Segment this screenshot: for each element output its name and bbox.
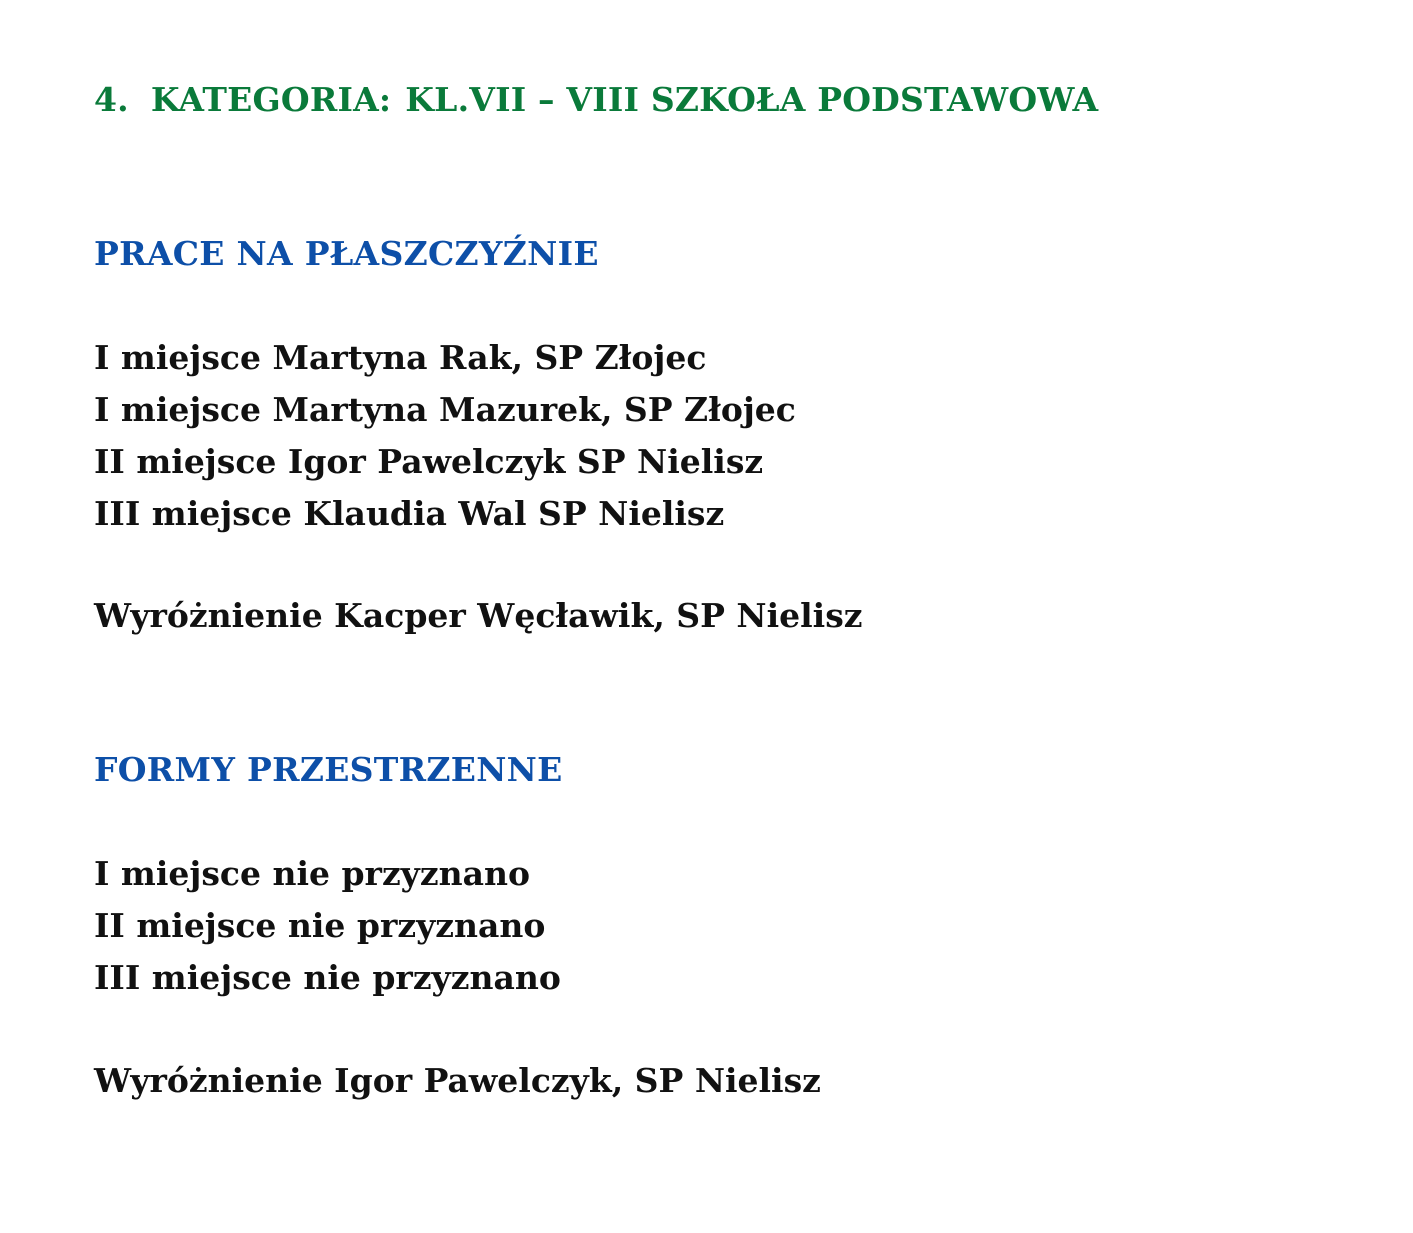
list-item: II miejsce nie przyznano (94, 906, 546, 945)
flat-works-results-list (94, 332, 796, 540)
flat-works-distinction: Wyróżnienie Kacper Węcławik, SP Nielisz (94, 596, 863, 635)
list-item: III miejsce Klaudia Wal SP Nielisz (94, 494, 725, 533)
list-item: III miejsce nie przyznano (94, 958, 561, 997)
spatial-forms-distinction: Wyróżnienie Igor Pawelczyk, SP Nielisz (94, 1061, 821, 1100)
category-label: KATEGORIA: (150, 80, 392, 119)
category-number: 4. (94, 80, 129, 119)
list-item: I miejsce nie przyznano (94, 854, 530, 893)
section-title-flat-works: PRACE NA PŁASZCZYŹNIE (94, 234, 599, 273)
category-heading (94, 78, 1098, 122)
list-item: II miejsce Igor Pawelczyk SP Nielisz (94, 442, 764, 481)
list-item: I miejsce Martyna Mazurek, SP Złojec (94, 390, 796, 429)
category-name: KL.VII – VIII SZKOŁA PODSTAWOWA (405, 80, 1099, 119)
section-title-spatial-forms: FORMY PRZESTRZENNE (94, 750, 563, 789)
list-item: I miejsce Martyna Rak, SP Złojec (94, 338, 707, 377)
spatial-forms-results-list (94, 848, 561, 1004)
